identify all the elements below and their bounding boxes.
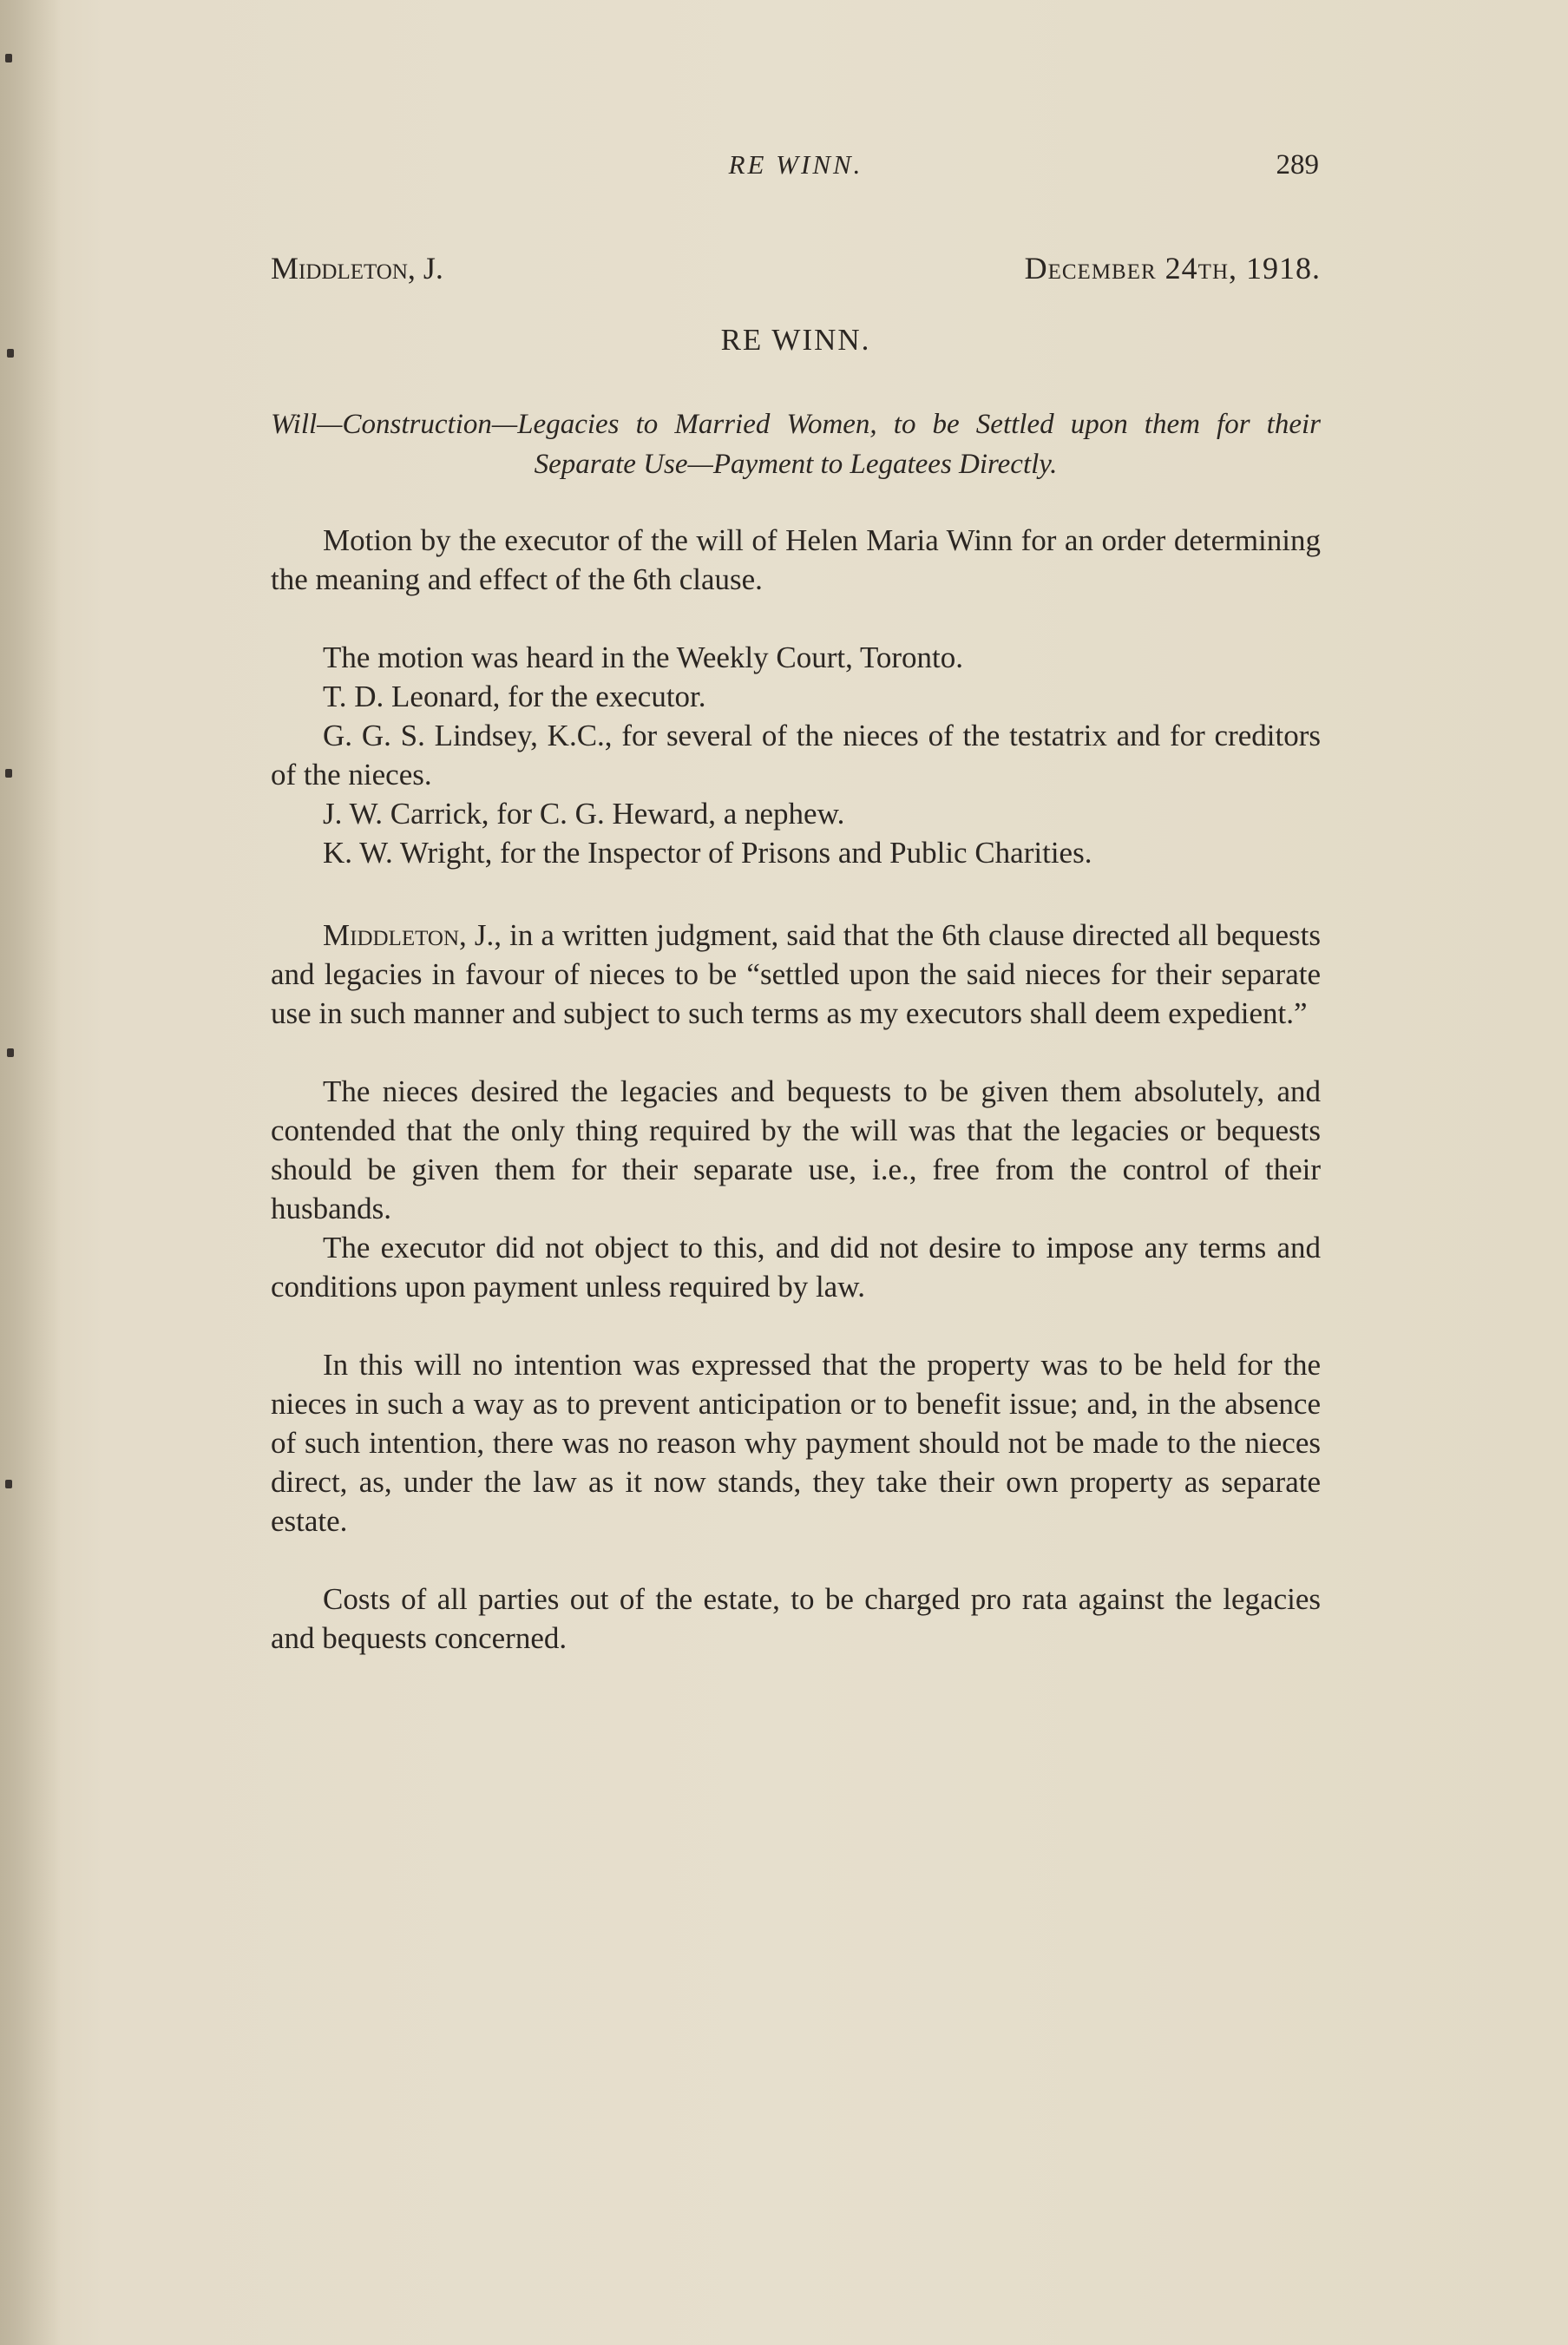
counsel-line: J. W. Carrick, for C. G. Heward, a nephew.	[323, 797, 845, 831]
judgment-text: , in a written judgment, said that the 6th clause directed all bequests and legacies in favour of nieces to be “settled upon the said nieces for their separate use in such manner and subject to such terms as my executors shall deem expedient.”	[271, 918, 1321, 1030]
headnote: Will—Construction—Legacies to Married Women, to be Settled upon them for their Separate Use—Payment to Legatees Directly.	[271, 409, 1321, 480]
page-number: 289	[1276, 149, 1319, 181]
margin-mark	[5, 1480, 12, 1488]
hearing-paragraph: The motion was heard in the Weekly Court, Toronto.	[323, 640, 964, 674]
judgment-judge: Middleton, J.	[323, 918, 495, 952]
body-paragraph: Costs of all parties out of the estate, to be charged pro rata against the legacies and bequests concerned.	[271, 1582, 1321, 1655]
running-title: RE WINN.	[728, 149, 863, 180]
judgment-paragraph	[271, 916, 1321, 1033]
counsel-line: G. G. S. Lindsey, K.C., for several of the nieces of the testatrix and for creditors of the nieces.	[271, 719, 1321, 792]
case-title: RE WINN.	[720, 323, 871, 357]
motion-paragraph: Motion by the executor of the will of Helen Maria Winn for an order determining the meaning and effect of the 6th clause.	[271, 523, 1321, 596]
margin-mark	[7, 1048, 14, 1057]
body-paragraph: The nieces desired the legacies and bequests to be given them absolutely, and contended that the only thing required by the will was that the legacies or bequests should be given them for their separate use, i.e., free from the control of their husbands.	[271, 1074, 1321, 1225]
margin-mark	[5, 54, 12, 62]
margin-mark	[7, 349, 14, 358]
counsel-line: K. W. Wright, for the Inspector of Prisons and Public Charities.	[323, 836, 1092, 870]
running-head	[271, 149, 1321, 193]
body-paragraph: In this will no intention was expressed that the property was to be held for the nieces in such a way as to prevent anticipation or to benefit issue; and, in the absence of such intention, there was no reason why payment should not be made to the nieces direct, as, under the law as it now stands, they take their own property as separate estate.	[271, 1348, 1321, 1538]
body-paragraph: The executor did not object to this, and did not desire to impose any terms and conditions upon payment unless required by law.	[271, 1231, 1321, 1304]
margin-mark	[5, 769, 12, 778]
byline	[271, 250, 1321, 293]
judge-name: Middleton, J.	[271, 251, 443, 286]
decision-date: December 24th, 1918.	[1024, 251, 1321, 286]
counsel-line: T. D. Leonard, for the executor.	[323, 680, 706, 713]
